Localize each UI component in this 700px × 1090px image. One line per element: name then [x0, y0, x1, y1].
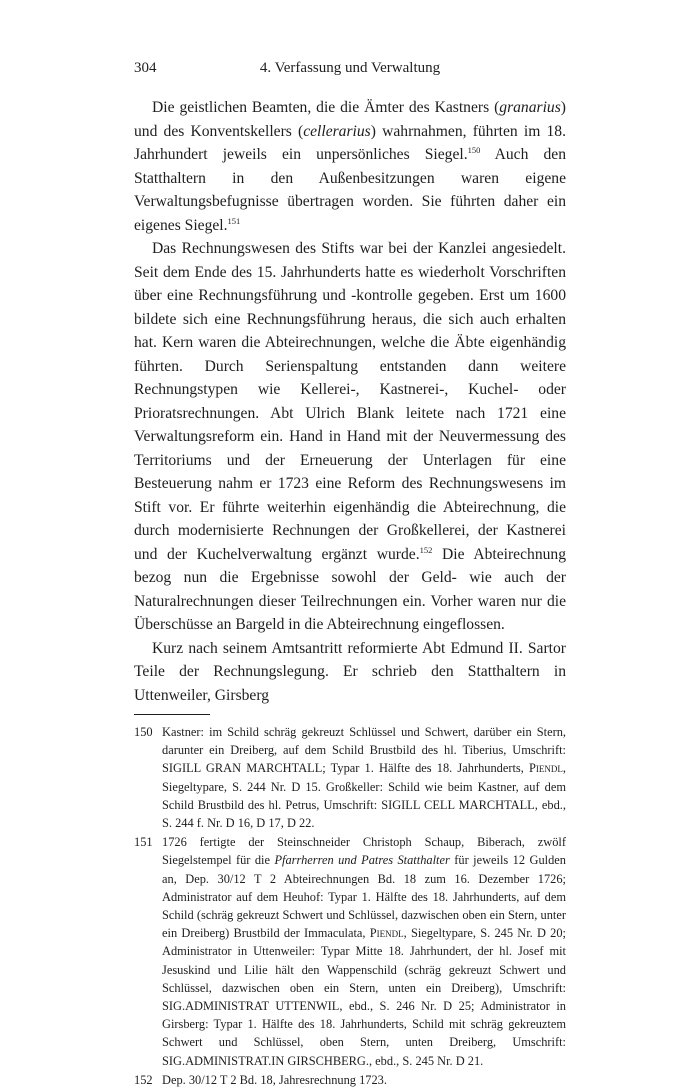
footnote-ref-152[interactable]: 152 [419, 544, 433, 555]
italic-term: Pfarrherren und Patres Statthalter [274, 853, 450, 868]
text-run: 1726 fertigte der Steinschneider Christoph Schaup, Biberach, zwölf Siegelstempel für die [162, 835, 566, 868]
footnote-152 [134, 1071, 566, 1089]
footnote-text [162, 833, 566, 1070]
text-run: Die Abteirechnung bezog nun die Ergebnisse sowohl der Geld- wie auch der Naturalrechnungen dieser Teilrechnungen ein. Vorher waren nur die Überschüsse an Bargeld in die Abteirechnung eingeflossen. [134, 545, 567, 633]
body-text [134, 96, 566, 707]
footnote-ref-151[interactable]: 151 [227, 215, 241, 226]
book-page [134, 58, 566, 1090]
footnote-150 [134, 723, 566, 832]
text-run: für jeweils 12 Gulden an, Dep. 30/12 T 2 Abteirechnungen Bd. 18 zum 16. Dezember 1726; Administrator auf dem Heuhof: Typar 1. Hälfte des 18. Jahrhunderts, auf dem Schild (schräg gekreuzt Schwert und Schlüssel, dazwischen oben ein Stern, unter ein Dreiberg) Brustbild der Immaculata, [162, 853, 566, 941]
text-run: ) und des Konventskellers ( [134, 99, 566, 140]
footnote-number: 152 [134, 1072, 153, 1087]
text-run: , Siegeltypare, S. 245 Nr. D 20; Administrator in Uttenweiler: Typar Mitte 18. Jahrhundert, der hl. Josef mit Jesuskind und Lilie hält den Wappenschild (schräg gekreuzt Schwert und Schlüssel, dazwischen oben ein Stern, unten ein Dreiberg), Umschrift: SIG.ADMINISTRAT UTTENWIL, ebd., S. 246 Nr. D 25; Administrator in Girsberg: Typar 1. Hälfte des 18. Jahrhunderts, Schild mit schräg gekreuztem Schwert und Schlüssel, oben Stern, unten Dreiberg, Umschrift: SIG.ADMINISTRAT.IN GIRSCHBERG., ebd., S. 245 Nr. D 21. [162, 926, 566, 1068]
italic-term: granarius [499, 99, 561, 116]
running-title: 4. Verfassung und Verwaltung [259, 60, 441, 76]
text-run: , Siegeltypare, S. 244 Nr. D 15. Großkeller: Schild wie beim Kastner, auf dem Schild Brustbild des hl. Petrus, Umschrift: SIGILL CELL MARCHTALL, ebd., S. 244 f. Nr. D 16, D 17, D 22. [162, 761, 566, 831]
text-run: Die geistlichen Beamten, die die Ämter des Kastners ( [152, 99, 500, 116]
running-head [134, 58, 566, 80]
text-run: Das Rechnungswesen des Stifts war bei der Kanzlei angesiedelt. Seit dem Ende des 15. Jahrhunderts hatte es wiederholt Vorschriften über eine Rechnungsführung und -kontrolle gegeben. Erst um 1600 bildete sich eine Rechnungsführung heraus, die sich auch erhalten hat. Kern waren die Abteirechnungen, welche die Äbte eigenhändig führten. Durch Serienspaltung entstanden dann weitere Rechnungstypen wie Kellerei-, Kastnerei-, Kuchel- oder Prioratsrechnungen. Abt Ulrich Blank leitete nach 1721 eine Verwaltungsreform ein. Hand in Hand mit der Neuvermessung des Territoriums und der Erneuerung der Unterlagen für eine Besteuerung nahm er 1723 eine Reform des Rechnungswesens im Stift vor. Er führte weiterhin eigenhändig die Abteirechnung, die durch modernisierte Rechnungen der Großkellerei, der Kastnerei und der Kuchelverwaltung ergänzt wurde. [134, 240, 566, 563]
paragraph-3 [134, 637, 566, 708]
footnote-text [162, 1071, 566, 1089]
footnote-separator [134, 714, 210, 715]
footnote-ref-150[interactable]: 150 [467, 145, 481, 155]
author-name: Piendl [529, 761, 563, 776]
text-run: Dep. 30/12 T 2 Bd. 18, Jahresrechnung 1723. [162, 1072, 387, 1087]
paragraph-1 [134, 96, 566, 237]
page-number: 304 [134, 60, 157, 76]
footnote-number: 151 [134, 835, 153, 850]
paragraph-2 [134, 237, 566, 637]
text-run: Auch den Statthaltern in den Außenbesitzungen waren eigene Verwaltungsbefugnisse übertragen worden. Sie führten daher ein eigenes Siegel. [134, 146, 566, 234]
author-name: Piendl [369, 926, 404, 941]
text-run: Kastner: im Schild schräg gekreuzt Schlüssel und Schwert, darüber ein Stern, darunter ein Dreiberg, auf dem Schild Brustbild des hl. Tiberius, Umschrift: SIGILL GRAN MARCHTALL; Typar 1. Hälfte des 18. Jahrhunderts, [162, 725, 566, 776]
footnotes [134, 723, 566, 1089]
text-run: ) wahrnahmen, führten im 18. Jahrhundert jeweils ein unpersönliches Siegel. [134, 122, 566, 163]
footnote-number: 150 [134, 725, 153, 739]
footnote-151 [134, 833, 566, 1070]
footnote-text [162, 723, 566, 832]
text-run: Kurz nach seinem Amtsantritt reformierte Abt Edmund II. Sartor Teile der Rechnungslegung. Er schrieb den Statthaltern in Uttenweiler, Girsberg [134, 639, 566, 704]
italic-term: cellerarius [303, 122, 371, 140]
